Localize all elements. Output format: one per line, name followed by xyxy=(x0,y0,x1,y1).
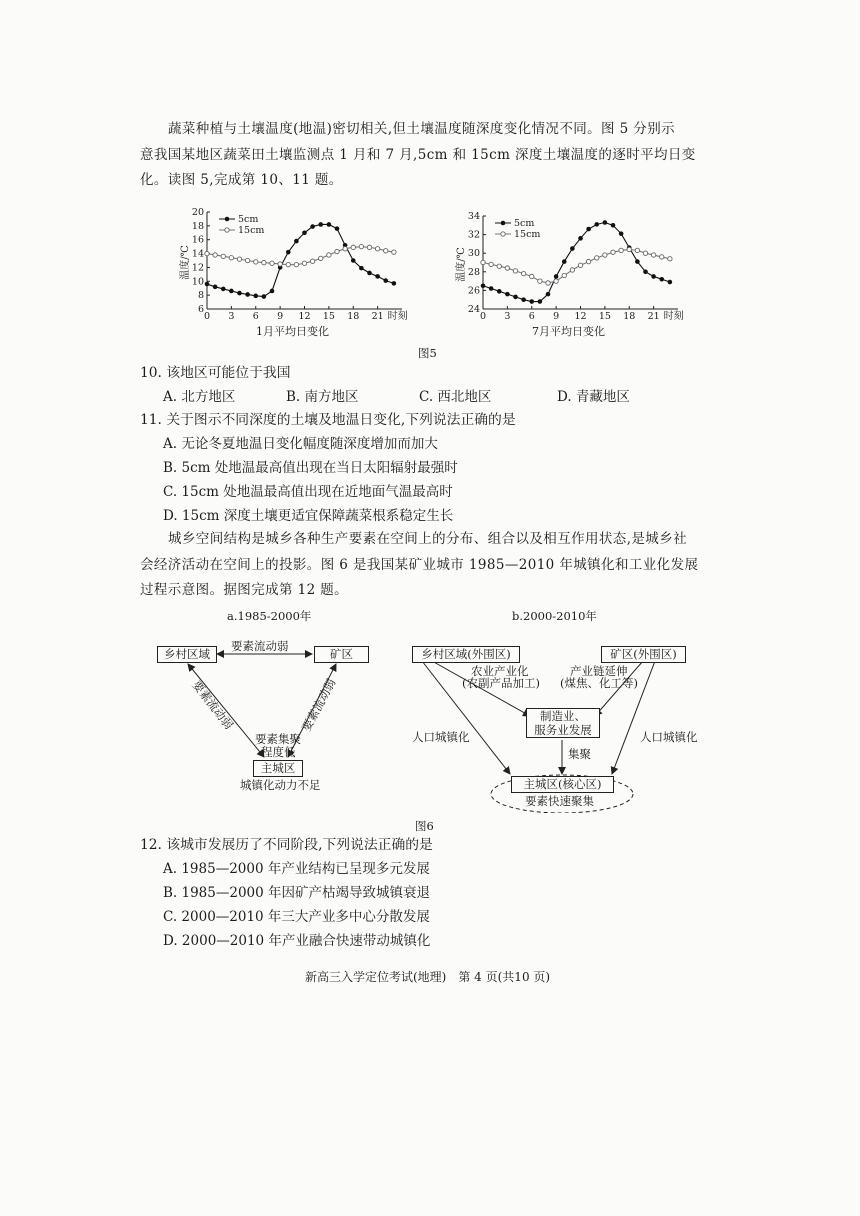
chart-jan-point-15cm xyxy=(384,249,388,253)
fig6a-gather-label-2: 程度低 xyxy=(261,745,296,759)
q10-option-d[interactable]: D. 青藏地区 xyxy=(557,389,630,405)
chart-jan-ytick-label: 20 xyxy=(191,207,204,218)
chart-jan-legend-label: 5cm xyxy=(238,214,259,225)
fig6b-mfg-line-2: 服务业发展 xyxy=(534,723,592,737)
chart-jul-legend-label: 5cm xyxy=(514,218,535,229)
chart-jan-point-15cm xyxy=(343,247,347,251)
chart-jan-point-5cm xyxy=(327,222,332,227)
chart-jul-point-15cm xyxy=(497,264,501,268)
chart-jul-point-15cm xyxy=(546,281,550,285)
chart-jul-xtick-label: 12 xyxy=(574,311,587,322)
chart-jan-point-5cm xyxy=(213,285,218,290)
fig6a-right-edge-label: 要素流动弱 xyxy=(299,676,339,734)
figure-6 xyxy=(140,608,720,813)
chart-jan-xtick-label: 0 xyxy=(203,311,211,322)
q12-stem: 12. 该城市发展历了不同阶段,下列说法正确的是 xyxy=(140,837,433,853)
chart-jan-ytick-label: 8 xyxy=(197,290,204,302)
chart-jan-point-5cm xyxy=(335,226,340,231)
fig6a-title: a.1985-2000年 xyxy=(227,609,312,623)
chart-jul-point-5cm xyxy=(570,246,575,251)
q10-stem: 10. 该地区可能位于我国 xyxy=(140,365,291,381)
chart-jan-xtick-label: 3 xyxy=(228,311,235,322)
chart-jul-point-5cm xyxy=(505,292,510,297)
figure-5 xyxy=(170,200,710,340)
chart-jul-point-15cm xyxy=(603,253,607,257)
q10-option-b[interactable]: B. 南方地区 xyxy=(286,389,359,405)
chart-jul-point-5cm xyxy=(513,295,518,300)
chart-jan-series-5cm-line xyxy=(207,224,394,296)
q10-option-c[interactable]: C. 西北地区 xyxy=(419,389,492,405)
chart-jul-point-15cm xyxy=(513,269,517,273)
chart-jan-point-5cm xyxy=(318,222,323,227)
chart-jan-point-5cm xyxy=(205,282,210,287)
fig6b-fast-label: 要素快速聚集 xyxy=(525,794,594,808)
chart-jul-point-5cm xyxy=(659,277,664,282)
chart-jul-point-5cm xyxy=(521,297,526,302)
chart-jan-xtick-label: 18 xyxy=(347,311,360,322)
q11-option-b[interactable]: B. 5cm 处地温最高值出现在当日太阳辐射最强时 xyxy=(163,460,458,476)
chart-jul-point-15cm xyxy=(538,279,542,283)
intro2-line-2: 会经济活动在空间上的投影。图 6 是我国某矿业城市 1985—2010 年城镇化和工业化发展 xyxy=(140,557,699,573)
chart-jul-point-5cm xyxy=(497,289,502,294)
chart-jul-point-15cm xyxy=(619,248,623,252)
chart-jan-ytick-label: 12 xyxy=(191,262,204,274)
chart-jan-point-15cm xyxy=(327,253,331,257)
chart-jul-point-5cm xyxy=(635,259,640,264)
fig6b-agri-label-1: 农业产业化 xyxy=(471,664,529,678)
chart-jul-point-5cm xyxy=(562,259,567,264)
fig6b-chain-label-1: 产业链延伸 xyxy=(570,664,628,678)
chart-jan-point-15cm xyxy=(392,250,396,254)
fig6b-mfg-box xyxy=(526,708,600,738)
chart-jan-point-5cm xyxy=(262,294,267,299)
chart-jul-point-15cm xyxy=(627,247,631,251)
fig6b-rural-box: 乡村区域(外围区) xyxy=(412,646,520,663)
chart-jul-point-5cm xyxy=(619,231,624,236)
intro-line-1: 蔬菜种植与土壤温度(地温)密切相关,但土壤温度随深度变化情况不同。图 5 分别示 xyxy=(168,121,675,137)
intro-line-3: 化。读图 5,完成第 10、11 题。 xyxy=(140,172,343,188)
chart-jul-legend-label: 15cm xyxy=(514,229,541,240)
chart-jan-point-5cm xyxy=(229,289,234,294)
q12-option-d[interactable]: D. 2000—2010 年产业融合快速带动城镇化 xyxy=(163,933,431,949)
fig6b-city-box: 主城区(核心区) xyxy=(511,776,614,793)
q11-stem: 11. 关于图示不同深度的土壤及地温日变化,下列说法正确的是 xyxy=(140,412,516,428)
chart-jul-y-label: 温度/℃ xyxy=(456,247,467,282)
chart-jan-point-5cm xyxy=(359,266,364,271)
q12-option-b[interactable]: B. 1985—2000 年因矿产枯竭导致城镇衰退 xyxy=(163,885,431,901)
fig6a-city-box: 主城区 xyxy=(253,760,303,777)
chart-jul-point-5cm xyxy=(643,270,648,275)
fig6b-gather-label: 集聚 xyxy=(568,747,591,761)
chart-jul-x-unit: 时刻 xyxy=(663,311,684,322)
chart-jan-point-5cm xyxy=(351,258,356,263)
chart-jul-point-5cm xyxy=(538,299,543,304)
chart-jul-point-15cm xyxy=(643,251,647,255)
chart-jan-legend-marker xyxy=(225,228,229,232)
chart-jan-point-15cm xyxy=(335,249,339,253)
chart-jul-point-5cm xyxy=(481,283,486,288)
chart-jan-point-15cm xyxy=(254,260,258,264)
fig6a-left-edge-label: 要素流动弱 xyxy=(189,678,236,732)
chart-jul-point-15cm xyxy=(562,273,566,277)
intro2-line-1: 城乡空间结构是城乡各种生产要素在空间上的分布、组合以及相互作用状态,是城乡社 xyxy=(168,531,687,547)
fig6b-agri-label-2: (农副产品加工) xyxy=(462,676,540,690)
chart-jul-xtick-label: 0 xyxy=(479,311,487,322)
chart-jan-xtick-label: 21 xyxy=(371,311,384,322)
chart-jul-ytick-label: 24 xyxy=(467,304,480,315)
q12-option-a[interactable]: A. 1985—2000 年产业结构已呈现多元发展 xyxy=(163,861,430,877)
chart-jul-point-15cm xyxy=(595,256,599,260)
q11-option-c[interactable]: C. 15cm 处地温最高值出现在近地面气温最高时 xyxy=(163,484,453,500)
chart-jul-xtick-label: 6 xyxy=(528,311,535,322)
chart-jan-point-15cm xyxy=(359,244,363,248)
q10-option-a[interactable]: A. 北方地区 xyxy=(163,389,236,405)
chart-jan-point-15cm xyxy=(229,256,233,260)
chart-jul-point-5cm xyxy=(529,299,534,304)
chart-jul-point-15cm xyxy=(570,268,574,272)
fig6a-rural-box: 乡村区域 xyxy=(157,646,217,663)
chart-jul-point-15cm xyxy=(578,263,582,267)
chart-jul-legend-marker xyxy=(501,221,506,226)
chart-jan-xtick-label: 15 xyxy=(322,311,335,322)
chart-jan-point-15cm xyxy=(375,247,379,251)
fig6b-title: b.2000-2010年 xyxy=(512,609,597,623)
chart-jan-point-5cm xyxy=(286,250,291,255)
chart-jul-legend-marker xyxy=(501,232,505,236)
chart-jan-xtick-label: 9 xyxy=(277,311,284,322)
chart-jul-point-15cm xyxy=(586,259,590,263)
chart-jan-ytick-label: 16 xyxy=(191,234,204,246)
chart-jan-legend-label: 15cm xyxy=(238,225,265,236)
chart-jan-point-15cm xyxy=(221,254,225,258)
chart-jul-point-5cm xyxy=(586,227,591,232)
page-footer: 新高三入学定位考试(地理) 第 4 页(共10 页) xyxy=(305,970,551,984)
chart-jan-ytick-label: 18 xyxy=(191,220,204,232)
fig6b-left-arrow-label: 人口城镇化 xyxy=(412,730,470,744)
intro-line-2: 意我国某地区蔬菜田土壤监测点 1 月和 7 月,5cm 和 15cm 深度土壤温度的逐时平均日变 xyxy=(140,147,696,163)
fig6b-right-arrow-label: 人口城镇化 xyxy=(640,730,698,744)
chart-jul-ytick-label: 30 xyxy=(467,248,480,260)
chart-jul-xtick-label: 3 xyxy=(504,311,511,322)
chart-jul-xtick-label: 18 xyxy=(623,311,636,322)
fig6b-mfg-line-1: 制造业、 xyxy=(540,709,586,723)
chart-jan-point-15cm xyxy=(286,262,290,266)
fig6b-mine-box: 矿区(外围区) xyxy=(601,646,686,663)
chart-jul-point-15cm xyxy=(651,253,655,257)
figure-6-caption: 图6 xyxy=(415,819,434,833)
chart-jul-point-15cm xyxy=(505,266,509,270)
chart-jul-series-5cm-line xyxy=(483,223,670,302)
figure-6-arrows xyxy=(140,608,720,813)
chart-jul-xtick-label: 15 xyxy=(598,311,611,322)
chart-jul-point-15cm xyxy=(660,255,664,259)
chart-jul-series-15cm-line xyxy=(483,249,670,282)
chart-jan-point-5cm xyxy=(237,291,242,296)
chart-jul-point-15cm xyxy=(554,279,558,283)
chart-jan-point-15cm xyxy=(367,245,371,249)
fig6a-mine-box: 矿区 xyxy=(314,646,369,663)
chart-jul-point-15cm xyxy=(521,271,525,275)
chart-jan-point-5cm xyxy=(392,281,397,286)
chart-jul-point-15cm xyxy=(668,257,672,261)
chart-jan-series-15cm-line xyxy=(207,247,394,265)
chart-jan-point-5cm xyxy=(383,278,388,283)
chart-jul-point-5cm xyxy=(603,220,608,225)
chart-jul-point-5cm xyxy=(489,286,494,291)
chart-jul-ytick-label: 34 xyxy=(467,211,480,222)
chart-jan-point-15cm xyxy=(262,260,266,264)
chart-jul-point-15cm xyxy=(481,260,485,264)
chart-jul-point-5cm xyxy=(594,222,599,227)
chart-jul-point-5cm xyxy=(651,274,656,279)
chart-jan-y-label: 温度/℃ xyxy=(180,245,191,280)
chart-jan-point-5cm xyxy=(221,287,226,292)
intro2-line-3: 过程示意图。据图完成第 12 题。 xyxy=(140,582,349,598)
chart-jan-point-5cm xyxy=(302,230,307,235)
chart-jan-x-label: 1月平均日变化 xyxy=(256,325,329,338)
chart-jan-point-15cm xyxy=(213,253,217,257)
chart-jul-xtick-label: 9 xyxy=(553,311,560,322)
q10-options xyxy=(163,385,723,409)
chart-jan-point-5cm xyxy=(245,292,250,297)
chart-jul-point-5cm xyxy=(578,236,583,241)
chart-jan-point-15cm xyxy=(302,261,306,265)
chart-jan-point-15cm xyxy=(319,256,323,260)
chart-jan-point-15cm xyxy=(270,261,274,265)
chart-jan-point-15cm xyxy=(278,262,282,266)
chart-jan-point-15cm xyxy=(310,259,314,263)
chart-jan-point-15cm xyxy=(294,262,298,266)
fig6a-gather-label-1: 要素集聚 xyxy=(255,732,301,746)
chart-jan-point-5cm xyxy=(294,239,299,244)
q12-option-c[interactable]: C. 2000—2010 年三大产业多中心分散发展 xyxy=(163,909,430,925)
chart-jul-point-5cm xyxy=(546,292,551,297)
chart-jul-x-label: 7月平均日变化 xyxy=(532,325,605,338)
q11-option-d[interactable]: D. 15cm 深度土壤更适宜保障蔬菜根系稳定生长 xyxy=(163,508,454,524)
chart-jul-point-15cm xyxy=(611,250,615,254)
chart-jan-point-5cm xyxy=(310,224,315,229)
chart-jan-point-5cm xyxy=(375,274,380,279)
chart-jul-point-5cm xyxy=(611,223,616,228)
chart-jan-point-5cm xyxy=(270,289,275,294)
chart-jan-ytick-label: 14 xyxy=(191,248,204,260)
q11-option-a[interactable]: A. 无论冬夏地温日变化幅度随深度增加而加大 xyxy=(163,436,438,452)
chart-jan-point-15cm xyxy=(205,251,209,255)
chart-jul-point-15cm xyxy=(635,248,639,252)
chart-jan-ytick-label: 10 xyxy=(191,276,204,288)
chart-jan-x-unit: 时刻 xyxy=(387,311,408,322)
chart-jan-legend-marker xyxy=(225,217,230,222)
figure-5-caption: 图5 xyxy=(418,346,437,360)
chart-jan-point-15cm xyxy=(351,245,355,249)
chart-jul-xtick-label: 21 xyxy=(647,311,660,322)
chart-jul-point-5cm xyxy=(668,280,673,285)
chart-jan-ytick-label: 6 xyxy=(197,304,204,315)
chart-jan-point-5cm xyxy=(253,294,258,299)
chart-jan-point-15cm xyxy=(237,257,241,261)
chart-jan-xtick-label: 12 xyxy=(298,311,311,322)
chart-jul-ytick-label: 32 xyxy=(467,229,480,241)
fig6b-chain-label-2: (煤焦、化工等) xyxy=(560,676,638,690)
chart-jan-point-5cm xyxy=(367,271,372,276)
chart-jan-point-15cm xyxy=(245,258,249,262)
chart-jul-ytick-label: 26 xyxy=(467,285,480,297)
fig6a-bottom-label: 城镇化动力不足 xyxy=(240,778,321,792)
chart-jul-ytick-label: 28 xyxy=(467,266,480,278)
chart-jul-point-15cm xyxy=(530,274,534,278)
chart-jul-point-5cm xyxy=(554,274,559,279)
chart-jan-xtick-label: 6 xyxy=(252,311,259,322)
chart-jul-point-15cm xyxy=(489,262,493,266)
fig6a-top-edge-label: 要素流动弱 xyxy=(231,639,289,653)
